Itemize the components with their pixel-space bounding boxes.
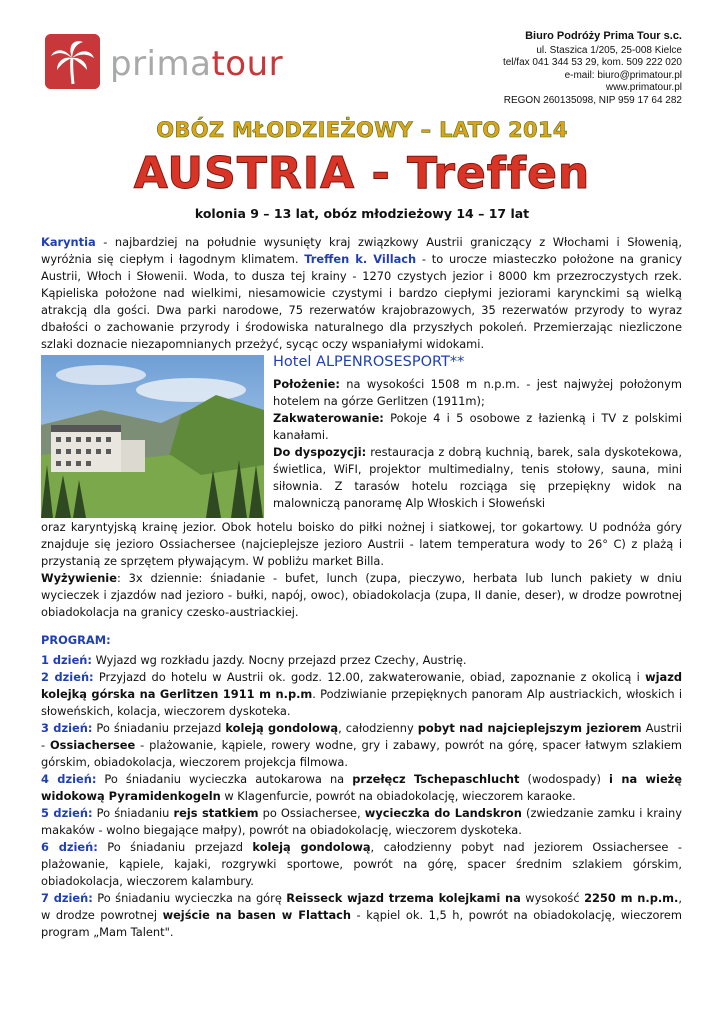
program-day-3 [41,720,682,771]
destination-title: AUSTRIA - Treffen [133,148,591,199]
day-highlight: przełęcz Tschepaschlucht [352,772,520,786]
day-text: Austrii - [41,721,683,752]
brand-logo-text [110,44,283,84]
day-text: Po śniadaniu [92,806,174,820]
accommodation-label: Zakwaterowanie: [273,411,384,425]
intro-keyword-treffen: Treffen k. Villach [304,252,417,266]
day-text: Przyjazd do hotelu w Austrii ok. godz. 12.00, zakwaterowanie, obiad, zapoznanie z okolicą i [93,670,646,684]
program-day-5 [41,805,682,839]
hotel-photo [41,355,264,518]
disposal-label: Do dyspozycji: [273,445,367,459]
day-text: - kąpiel ok. 1,5 h, powrót na obiadokolację, wieczorem program „Mam Talent". [41,908,682,939]
food-text: : 3x dziennie: śniadanie - bufet, lunch (zupa, pieczywo, herbata lub lunch pakiety w dniu wycieczek i zjazdów nad jezioro - bułki, napój, owoc), obiadokolacja (zupa, II danie, deser), w drodze powrotnej obiadokolacja na granicy czesko-austriackiej. [41,571,682,619]
camp-title: OBÓZ MŁODZIEŻOWY – LATO 2014 [156,118,568,142]
location-label: Położenie: [273,377,340,391]
hotel-details-continued [41,519,682,621]
company-website[interactable]: www.primatour.pl [605,82,682,93]
hotel-details [273,376,682,512]
day-text: . Podziwianie przepięknych panoram Alp austriackich, włoskich i słoweńskich, kolacja, wieczorem dyskoteka. [41,687,682,718]
accommodation-text: Pokoje 4 i 5 osobowe z łazienką i TV z polskimi kanałami. [273,411,682,442]
day-text: Po śniadaniu wycieczka na górę [92,891,287,905]
program-day-6 [41,839,682,890]
program-day-7 [41,890,682,941]
palm-logo-icon [45,34,100,89]
program-day-4 [41,771,682,805]
day-highlight: pobyt nad najcieplejszym jeziorem [417,721,642,735]
logo-part2: tour [211,44,284,84]
day-text: po Ossiachersee, [258,806,365,820]
intro-paragraph [41,234,682,353]
program-heading: PROGRAM: [41,633,111,647]
disposal-continued: oraz karyntyjską krainę jezior. Obok hotelu boisko do piłki nożnej i siatkowej, tor gokartowy. U podnóża góry znajduje się jezioro Ossiachersee (najcieplejsze jezioro Austrii - latem temperatura wody to 26° C) z plażą i przystanią ze sprzętem pływającym. W pobliżu market Billa. [41,520,682,568]
day-highlight: koleją gondolową [225,721,339,735]
program-day-1 [41,652,682,669]
day-label: 3 dzień: [41,721,93,735]
company-name: Biuro Podróży Prima Tour s.c. [525,30,682,42]
day-text: Wyjazd wg rozkładu jazdy. Nocny przejazd przez Czechy, Austrię. [91,653,467,667]
day-text: Po śniadaniu przejazd [92,721,226,735]
day-text: Po śniadaniu wycieczka autokarowa na [96,772,353,786]
day-text: - plażowanie, kąpiele, rowery wodne, gry i zabawy, powrót na górę, spacer łatwym szlakiem górskim, obiadokolacja, wieczorem projekcja filmowa. [41,738,682,769]
day-text: , w drodze powrotnej [41,891,682,922]
hotel-accommodation [273,410,682,444]
day-highlight: wejście na basen w Flattach [162,908,351,922]
day-highlight: Reisseck wjazd trzema kolejkami na [286,891,521,905]
day-text: , całodzienny pobyt nad jeziorem Ossiachersee - plażowanie, kąpiele, kajaki, rozgrywki sportowe, powrót na górę, spacer średnim szlakiem górskim, obiadokolacja, wieczorem kalambury. [41,840,682,888]
day-text: , całodzienny [338,721,418,735]
company-registry: REGON 260135098, NIP 959 17 64 282 [503,94,682,106]
day-highlight: i na wieżę widokową Pyramidenkogeln [41,772,683,803]
hotel-location [273,376,682,410]
day-label: 4 dzień: [41,772,97,786]
intro-text-1: - najbardziej na południe wysunięty kraj związkowy Austrii graniczący z Włochami i Słowenią, wyróżnia się ciepłym i łagodnym klimatem. [41,235,682,266]
company-address: ul. Staszica 1/205, 25-008 Kielce [536,44,682,56]
day-highlight: rejs statkiem [173,806,259,820]
day-label: 7 dzień: [41,891,93,905]
day-highlight: Ossiachersee [49,738,136,752]
day-label: 5 dzień: [41,806,93,820]
hotel-disposal [273,444,682,512]
intro-keyword-karyntia: Karyntia [41,235,96,249]
day-text: w Klagenfurcie, powrót na obiadokolację, wieczorem karaoke. [220,789,576,803]
hotel-name: Hotel ALPENROSESPORT** [273,354,465,370]
company-email[interactable]: e-mail: biuro@primatour.pl [564,69,682,81]
day-text: Po śniadaniu przejazd [97,840,253,854]
day-text: wysokość [520,891,585,905]
logo-part1: prima [110,44,212,84]
day-label: 2 dzień: [41,670,94,684]
day-text: (zwiedzanie zamku i krainy makaków - wolno biegające małpy), powrót na obiadokolację, wieczorem dyskoteka. [41,806,683,837]
day-highlight: wjazd kolejką górska na Gerlitzen 1911 m n.p.m [41,670,682,701]
food-label: Wyżywienie [41,571,117,585]
day-highlight: koleją gondolową [252,840,371,854]
company-phone: tel/fax 041 344 53 29, kom. 509 222 020 [502,57,682,68]
day-label: 6 dzień: [41,840,98,854]
disposal-text: restauracja z dobrą kuchnią, barek, sala dyskotekowa, świetlica, WiFI, projektor multimedialny, tenis stołowy, sauna, mini siłownia. Z tarasów hotelu rozciąga się przepiękny widok na malowniczą panoramę Alp Włoskich i Słoweński [273,445,682,510]
program-list [41,652,682,941]
contact-block [503,30,682,107]
day-text: (wodospady) [519,772,610,786]
day-highlight: wycieczka do Landskron [364,806,522,820]
age-subtitle: kolonia 9 – 13 lat, obóz młodzieżowy 14 – 17 lat [194,206,530,221]
location-text: na wysokości 1508 m n.p.m. - jest najwyżej położonym hotelem na górze Gerlitzen (1911m); [273,377,682,408]
page-header [0,0,724,110]
day-highlight: 2250 m n.p.m. [584,891,679,905]
intro-text-2: - to urocze miasteczko położone na granicy Austrii, Włoch i Słowenii. Woda, to dusza tej krainy - 1270 czystych jezior i 8000 km przezroczystych rzek. Kąpieliska położone nad wielkimi, niesamowicie czystymi i bardzo ciepłymi jeziorami karynckimi są wielką atrakcją dla gości. Dwa parki narodowe, 75 rezerwatów krajobrazowych, 35 rezerwatów przyrody to wyraz dbałości o zachowanie przyrody i środowiska naturalnego dla przyszłych pokoleń. Przemierzając niezliczone szlaki doznacie niezapomnianych przeżyć, sycąc oczy wspaniałymi widokami. [41,252,682,351]
hotel-food [41,570,682,621]
day-label: 1 dzień: [41,653,92,667]
program-day-2 [41,669,682,720]
